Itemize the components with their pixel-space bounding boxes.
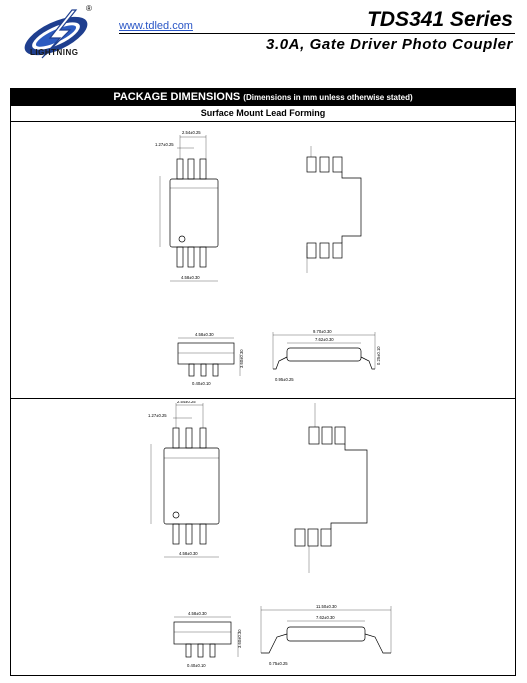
height-label-2: 3.60±0.30 <box>237 629 242 648</box>
registered-mark: ® <box>86 4 92 13</box>
package-dimensions-frame <box>10 88 516 676</box>
side-view-2 <box>261 604 391 666</box>
top-view-2 <box>148 401 219 557</box>
body-width-label-1: 4.58±0.30 <box>181 275 200 280</box>
end-view-1 <box>178 332 244 386</box>
brand-name: LIGHTNING <box>30 48 79 57</box>
lead-length-label-2: 0.75±0.25 <box>269 661 288 666</box>
overall-length-label-1: 9.70±0.30 <box>313 329 332 334</box>
top-view-1 <box>155 130 218 281</box>
section-heading-note: (Dimensions in mm unless otherwise stated) <box>243 93 413 102</box>
page-title: TDS341 Series <box>367 8 513 31</box>
drawing-divider <box>11 398 515 399</box>
overall-length-label-2: 11.50±0.30 <box>316 604 337 609</box>
pitch-label-1: 2.54±0.25 <box>182 130 201 135</box>
lead-thickness-label-2: 0.40±0.10 <box>187 663 206 668</box>
side-width-label-2: 4.58±0.30 <box>188 611 207 616</box>
pin-width-label-2: 1.27±0.25 <box>148 413 167 418</box>
body-length-label-2: 7.62±0.30 <box>316 615 335 620</box>
section-subheading: Surface Mount Lead Forming <box>11 106 515 122</box>
lead-thickness-label-1: 0.40±0.10 <box>192 381 211 386</box>
lead-length-label-1: 0.95±0.25 <box>275 377 294 382</box>
side-view-1 <box>273 329 381 382</box>
drawing-2 <box>11 401 515 675</box>
website-link[interactable]: www.tdled.com <box>119 20 193 32</box>
section-heading-title: PACKAGE DIMENSIONS <box>113 91 241 103</box>
end-view-2 <box>174 611 242 668</box>
footprint-view-1 <box>307 146 361 273</box>
page-subtitle: 3.0A, Gate Driver Photo Coupler <box>266 36 513 53</box>
pitch-label-2: 2.54±0.25 <box>177 401 196 404</box>
body-width-label-2: 4.58±0.30 <box>179 551 198 556</box>
drawing-1 <box>11 121 515 397</box>
body-length-label-1: 7.62±0.30 <box>315 337 334 342</box>
header-rule <box>119 33 515 34</box>
side-width-label-1: 4.58±0.30 <box>195 332 214 337</box>
footprint-view-2 <box>295 403 367 573</box>
height-label-1: 3.60±0.30 <box>239 349 244 368</box>
section-heading <box>11 89 515 106</box>
pin-width-label-1: 1.27±0.25 <box>155 142 174 147</box>
standoff-label-1: 0.25±0.10 <box>376 346 381 365</box>
